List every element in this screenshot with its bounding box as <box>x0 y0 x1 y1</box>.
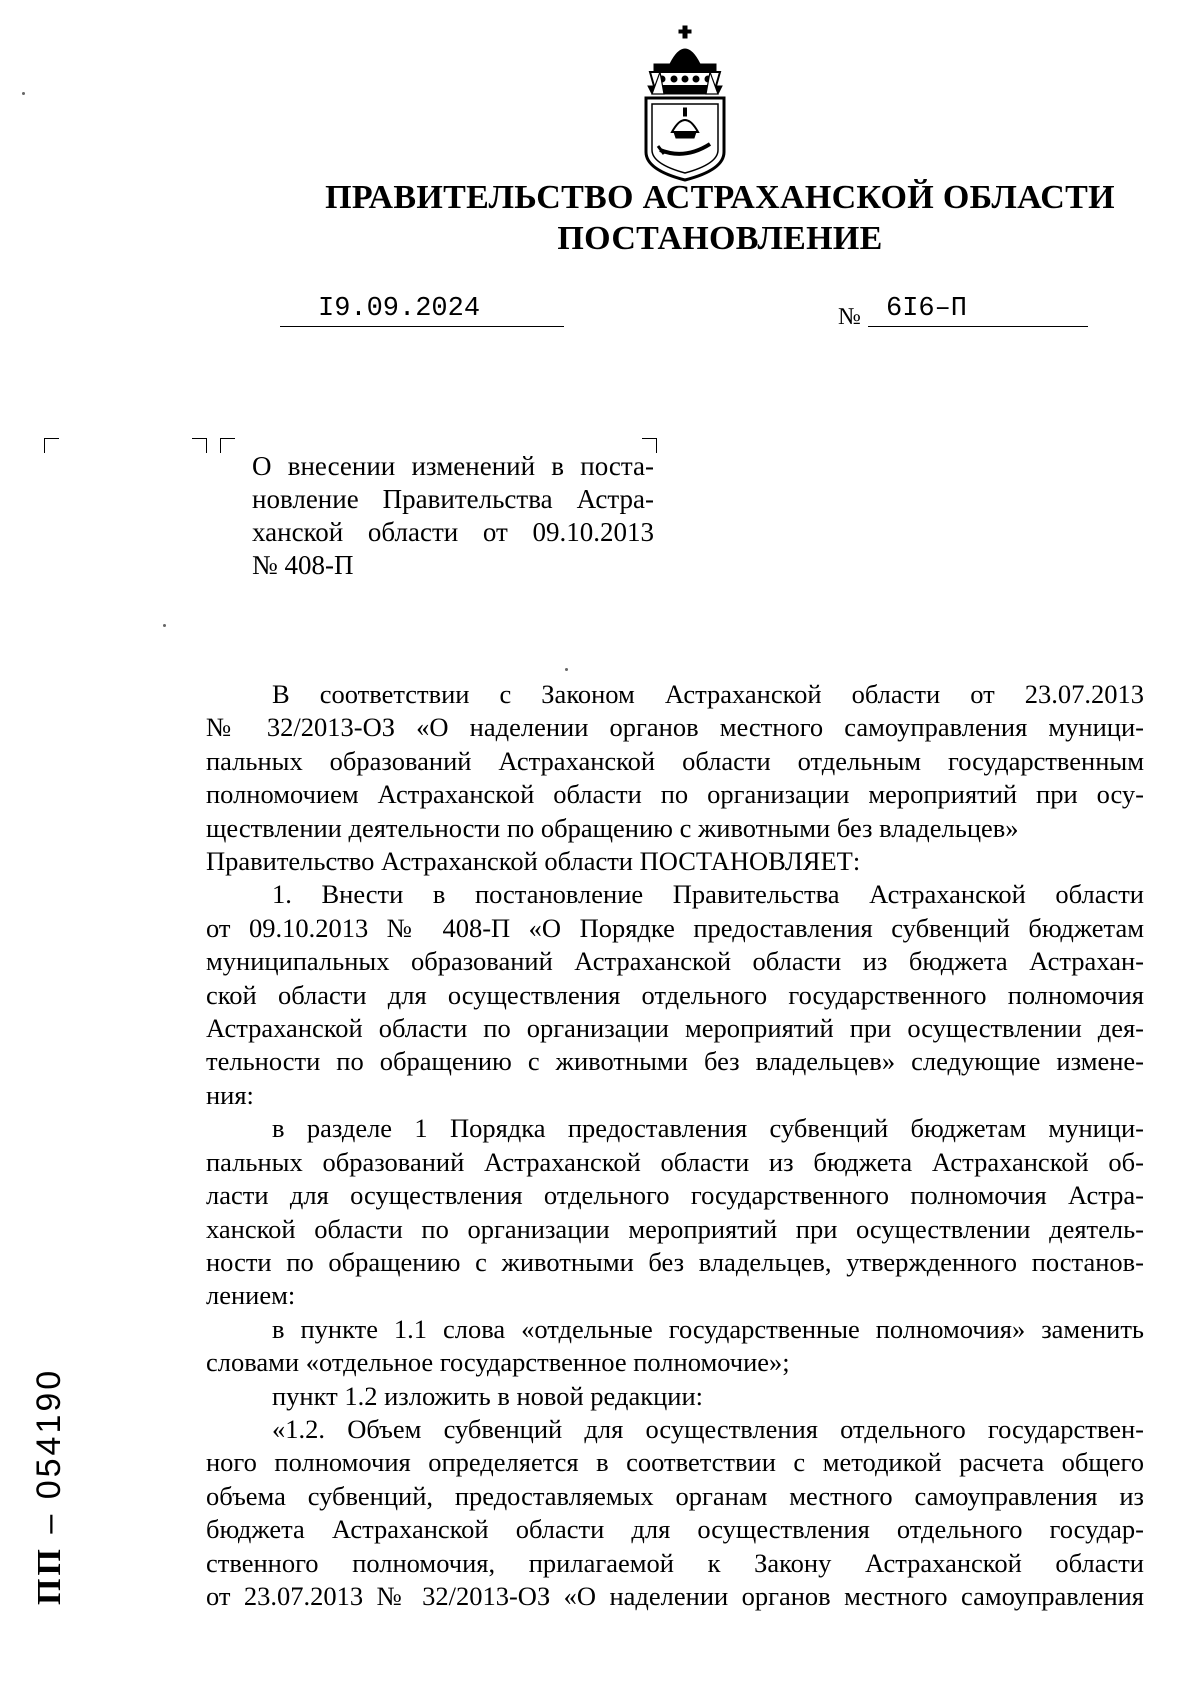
body-line: лением: <box>206 1280 296 1311</box>
subject-line: ханской области от 09.10.2013 <box>252 517 654 547</box>
document-body <box>206 678 1144 1613</box>
body-line: ласти для осуществления отдельного государственного полномочия Астра- <box>206 1180 1144 1211</box>
scan-speck <box>565 668 568 671</box>
serial-number: – 054190 <box>30 1367 68 1534</box>
coat-of-arms-icon <box>640 24 730 182</box>
body-line: словами «отдельное государственное полномочие»; <box>206 1347 790 1378</box>
body-line: тельности по обращению с животными без владельцев» следующие измене- <box>206 1046 1144 1077</box>
corner-mark <box>220 438 235 453</box>
serial-prefix: ПП <box>31 1546 68 1605</box>
body-line: «1.2. Объем субвенций для осуществления отдельного государствен- <box>272 1413 1144 1444</box>
scan-speck <box>22 92 25 95</box>
number-label: № <box>838 304 861 330</box>
subject-line: новление Правительства Астра- <box>252 484 654 514</box>
body-line: ности по обращению с животными без владельцев, утвержденного постанов- <box>206 1246 1144 1277</box>
body-line: бюджета Астраханской области для осуществления отдельного государ- <box>206 1514 1144 1545</box>
body-line: пальных образований Астраханской области отдельным государственным <box>206 745 1144 776</box>
document-date: I9.09.2024 <box>318 294 481 324</box>
body-line: ской области для осуществления отдельного государственного полномочия <box>206 979 1144 1010</box>
body-line: ственного полномочия, прилагаемой к Закону Астраханской области <box>206 1547 1144 1578</box>
body-line: объема субвенций, предоставляемых органам местного самоуправления из <box>206 1480 1144 1511</box>
subject-line: О внесении изменений в поста- <box>252 451 654 481</box>
body-line: 1. Внести в постановление Правительства Астраханской области <box>272 879 1144 910</box>
government-title: ПРАВИТЕЛЬСТВО АСТРАХАНСКОЙ ОБЛАСТИ <box>325 179 1115 216</box>
document-type-title: ПОСТАНОВЛЕНИЕ <box>557 220 883 257</box>
body-line: пункт 1.2 изложить в новой редакции: <box>272 1380 703 1411</box>
body-line: Астраханской области по организации мероприятий при осуществлении дея- <box>206 1013 1144 1044</box>
body-line: ществлении деятельности по обращению с животными без владельцев» <box>206 812 1019 843</box>
corner-mark <box>44 438 59 453</box>
body-line: ния: <box>206 1079 254 1110</box>
document-number: 6I6–П <box>886 294 968 324</box>
body-line: Правительство Астраханской области ПОСТАНОВЛЯЕТ: <box>206 846 861 877</box>
date-field <box>280 296 564 327</box>
body-line: от 23.07.2013 № 32/2013-ОЗ «О наделении органов местного самоуправления <box>206 1580 1144 1611</box>
body-line: В соответствии с Законом Астраханской области от 23.07.2013 <box>272 679 1144 709</box>
side-serial-stamp <box>30 1368 69 1605</box>
subject-line: № 408-П <box>252 550 354 580</box>
document-subject <box>252 450 654 582</box>
body-line: ханской области по организации мероприятий при осуществлении деятель- <box>206 1213 1144 1244</box>
body-line: от 09.10.2013 № 408-П «О Порядке предоставления субвенций бюджетам <box>206 912 1144 943</box>
body-line: № 32/2013-ОЗ «О наделении органов местного самоуправления муници- <box>206 712 1144 743</box>
body-line: пальных образований Астраханской области из бюджета Астраханской об- <box>206 1146 1144 1177</box>
body-line: полномочием Астраханской области по организации мероприятий при осу- <box>206 779 1144 810</box>
corner-mark <box>192 438 207 453</box>
scan-speck <box>163 624 166 627</box>
body-line: ного полномочия определяется в соответствии с методикой расчета общего <box>206 1447 1144 1478</box>
body-line: в разделе 1 Порядка предоставления субвенций бюджетам муници- <box>272 1113 1144 1144</box>
number-field <box>868 296 1088 327</box>
body-line: муниципальных образований Астраханской области из бюджета Астрахан- <box>206 946 1144 977</box>
body-line: в пункте 1.1 слова «отдельные государственные полномочия» заменить <box>272 1313 1144 1344</box>
